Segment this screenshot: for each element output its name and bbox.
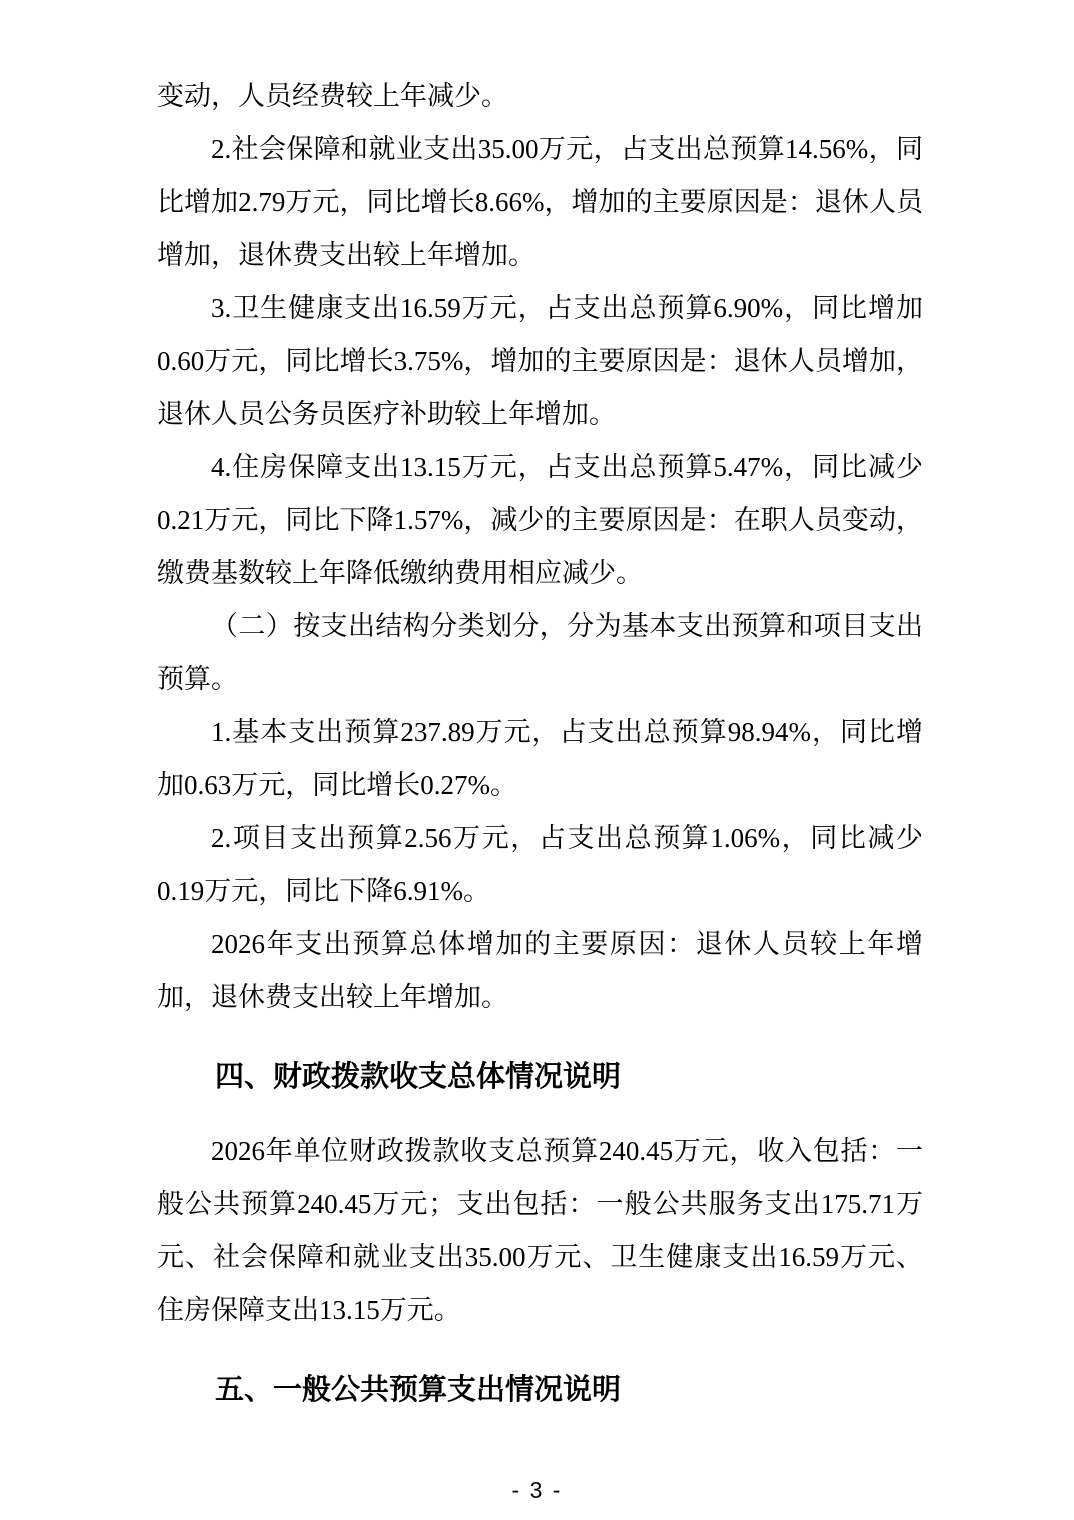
document-body [157,70,923,1438]
paragraph-expense-structure-intro: （二）按支出结构分类划分，分为基本支出预算和项目支出预算。 [157,611,923,694]
paragraph-fiscal-appropriation-summary: 2026年单位财政拨款收支总预算240.45万元，收入包括：一般公共预算240.45万元；支出包括：一般公共服务支出175.71万元、社会保障和就业支出35.00万元、卫生健康支出16.59万元、住房保障支出13.15万元。 [157,1136,923,1325]
paragraph-social-security-expense: 2.社会保障和就业支出35.00万元，占支出总预算14.56%，同比增加2.79万元，同比增长8.66%，增加的主要原因是：退休人员增加，退休费支出较上年增加。 [157,134,923,270]
paragraph-continuation: 变动，人员经费较上年减少。 [157,81,508,111]
paragraph-housing-expense: 4.住房保障支出13.15万元，占支出总预算5.47%，同比减少0.21万元，同比下降1.57%，减少的主要原因是：在职人员变动，缴费基数较上年降低缴纳费用相应减少。 [157,452,923,588]
page-number: - 3 - [511,1477,563,1503]
paragraph-project-expense: 2.项目支出预算2.56万元，占支出总预算1.06%，同比减少0.19万元，同比下降6.91%。 [157,823,923,906]
section-heading-4-fiscal-appropriation: 四、财政拨款收支总体情况说明 [215,1061,622,1093]
section-heading-5-public-budget-expense: 五、一般公共预算支出情况说明 [215,1374,622,1406]
paragraph-health-expense: 3.卫生健康支出16.59万元，占支出总预算6.90%，同比增加0.60万元，同比增长3.75%，增加的主要原因是：退休人员增加，退休人员公务员医疗补助较上年增加。 [157,293,923,429]
paragraph-basic-expense: 1.基本支出预算237.89万元，占支出总预算98.94%，同比增加0.63万元，同比增长0.27%。 [157,717,923,800]
paragraph-overall-increase-reason: 2026年支出预算总体增加的主要原因：退休人员较上年增加，退休费支出较上年增加。 [157,929,923,1012]
